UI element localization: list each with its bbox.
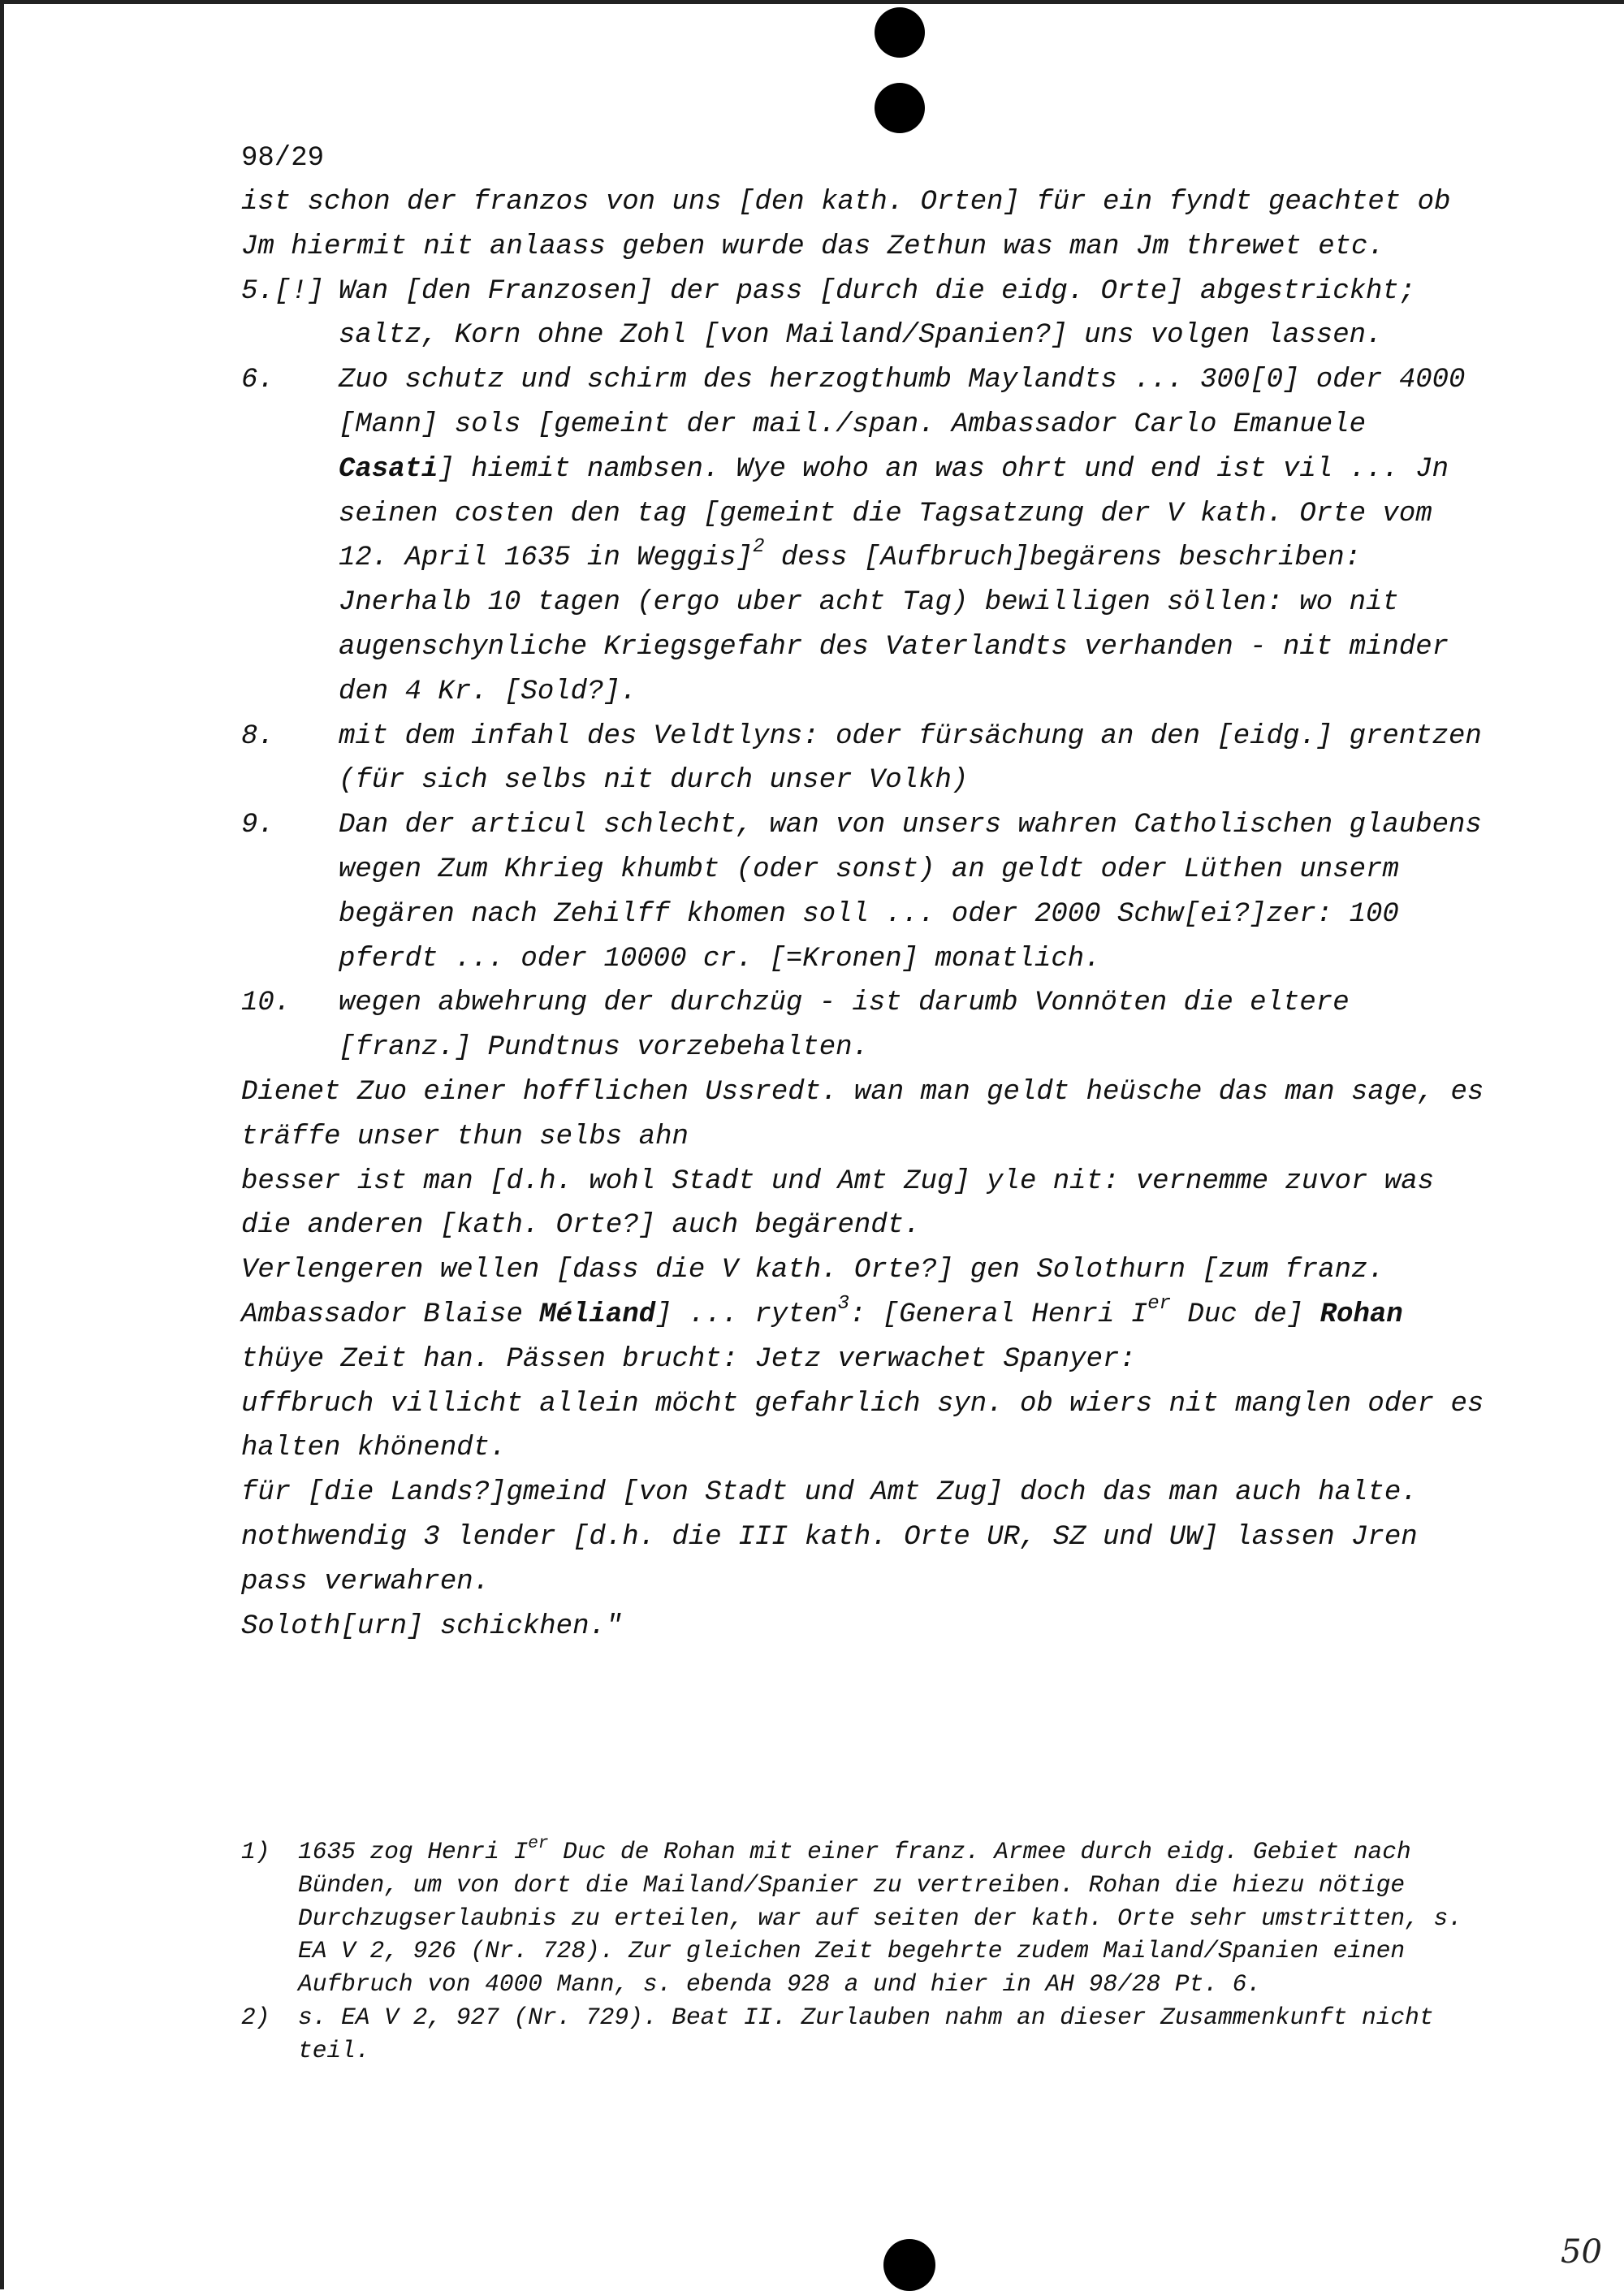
intro-paragraph: ist schon der franzos von uns [den kath. Orten] für ein fyndt geachtet ob Jm hiermit nit anlaass geben wurde das Zethun was man Jm threwet etc. (241, 187, 1451, 262)
footnote-ref: 2 (753, 536, 765, 559)
paragraph-besser: besser ist man [d.h. wohl Stadt und Amt Zug] yle nit: vernemme zuvor was die anderen [kath. Orte?] auch begärendt. (241, 1165, 1435, 1242)
footnote-1 (241, 1835, 1492, 2001)
document-body (241, 136, 1492, 1649)
footnotes (241, 1835, 1492, 2068)
item-number: 9. (241, 810, 274, 841)
punch-hole-second (875, 83, 925, 133)
item-text-part: Zuo schutz und schirm des herzogthumb Maylandts ... 300[0] oder 4000 [Mann] sols [gemeint der mail./span. Ambassador Carlo Emanuele (339, 365, 1466, 440)
footnote-number: 2) (241, 2003, 270, 2031)
list-item-10 (241, 981, 1492, 1070)
footnote-text: s. EA V 2, 927 (Nr. 729). Beat II. Zurlauben nahm an dieser Zusammenkunft nicht teil. (298, 2003, 1434, 2064)
item-text: Wan [den Franzosen] der pass [durch die eidg. Orte] abgestrickht; saltz, Korn ohne Zohl [von Mailand/Spanien?] uns volgen lassen. (339, 275, 1416, 352)
folio-number: 50 (1561, 2233, 1602, 2271)
text-part: Duc de Rohan mit einer franz. Armee durch eidg. Gebiet nach Bünden, um von dort die Mailand/Spanier zu vertreiben. Rohan die hiezu nötige Durchzugserlaubnis zu erteilen, war auf seiten der kath. Orte sehr umstritten, s. EA V 2, 926 (Nr. 728). Zur gleichen Zeit begehrte zudem Mailand/Spanien einen Aufbruch von 4000 Mann, s. ebenda 928 a und hier in AH 98/28 Pt. 6. (298, 1838, 1462, 1999)
paragraph-verlengeren (241, 1248, 1492, 1381)
list-item-5 (241, 270, 1492, 359)
footnote-text (298, 1835, 1492, 2001)
text-part: 1635 zog Henri I (298, 1838, 529, 1865)
footnote-2 (241, 2001, 1492, 2068)
list-item-8 (241, 715, 1492, 804)
item-text (339, 358, 1492, 714)
person-name: Rohan (1320, 1299, 1403, 1330)
item-text-part: dess [Aufbruch]begärens beschriben: Jnerhalb 10 tagen (ergo uber acht Tag) bewilligen söllen: wo nit augenschynliche Kriegsgefahr des Vaterlandts verhanden - nit minder den 4 Kr. [Sold?]. (339, 542, 1449, 707)
paragraph-lands: für [die Lands?]gmeind [von Stadt und Amt Zug] doch das man auch halte. (241, 1477, 1418, 1509)
item-text: Dan der articul schlecht, wan von unsers wahren Catholischen glaubens wegen Zum Khrieg khumbt (oder sonst) an geldt oder Lüthen unserm begären nach Zehilff khomen soll ... oder 2000 Schw[ei?]zer: 100 pferdt ... oder 10000 cr. [=Kronen] monatlich. (339, 810, 1482, 975)
item-text: mit dem infahl des Veldtlyns: oder fürsächung an den [eidg.] grentzen (für sich selbs nit durch unser Volkh) (339, 720, 1482, 797)
paragraph-dienet: Dienet Zuo einer hofflichen Ussredt. wan man geldt heüsche das man sage, es träffe unser thun selbs ahn (241, 1076, 1484, 1152)
paragraph-uffbruch: uffbruch villicht allein möcht gefahrlich syn. ob wiers nit manglen oder es halten khönendt. (241, 1388, 1484, 1464)
punch-hole-bottom (883, 2239, 935, 2291)
paragraph-solothurn: Soloth[urn] schickhen." (241, 1610, 623, 1642)
person-name: Casati (339, 453, 438, 485)
item-number: 10. (241, 988, 292, 1019)
document-reference: 98/29 (241, 143, 325, 174)
superscript: er (528, 1835, 549, 1853)
item-number: 5.[!] (241, 275, 325, 307)
text-part: ] ... ryten (655, 1299, 838, 1330)
item-text-part: ] hiemit nambsen. Wye woho an was ohrt und end ist vil ... Jn seinen costen den tag [gemeint die Tagsatzung der V kath. Orte vom 12. April 1635 in Weggis] (339, 453, 1449, 574)
item-number: 6. (241, 365, 274, 396)
person-name: Méliand (539, 1299, 656, 1330)
text-part: Duc de] (1171, 1299, 1320, 1330)
paragraph-nothwendig: nothwendig 3 lender [d.h. die III kath. Orte UR, SZ und UW] lassen Jren pass verwahren. (241, 1521, 1418, 1597)
item-number: 8. (241, 720, 274, 752)
text-part: thüye Zeit han. Pässen brucht: Jetz verwachet Spanyer: (241, 1343, 1136, 1375)
punch-hole-top (875, 7, 925, 58)
superscript: er (1147, 1292, 1172, 1315)
text-part: : [General Henri I (849, 1299, 1148, 1330)
list-item-9 (241, 803, 1492, 981)
footnote-ref: 3 (837, 1292, 849, 1315)
footnote-number: 1) (241, 1838, 270, 1865)
item-text: wegen abwehrung der durchzüg - ist darumb Vonnöten die eltere [franz.] Pundtnus vorzebehalten. (339, 988, 1350, 1064)
list-item-6 (241, 358, 1492, 714)
text-part: Verlengeren wellen [dass die V kath. Orte?] gen Solothurn [zum franz. Ambassador Blaise (241, 1255, 1384, 1330)
